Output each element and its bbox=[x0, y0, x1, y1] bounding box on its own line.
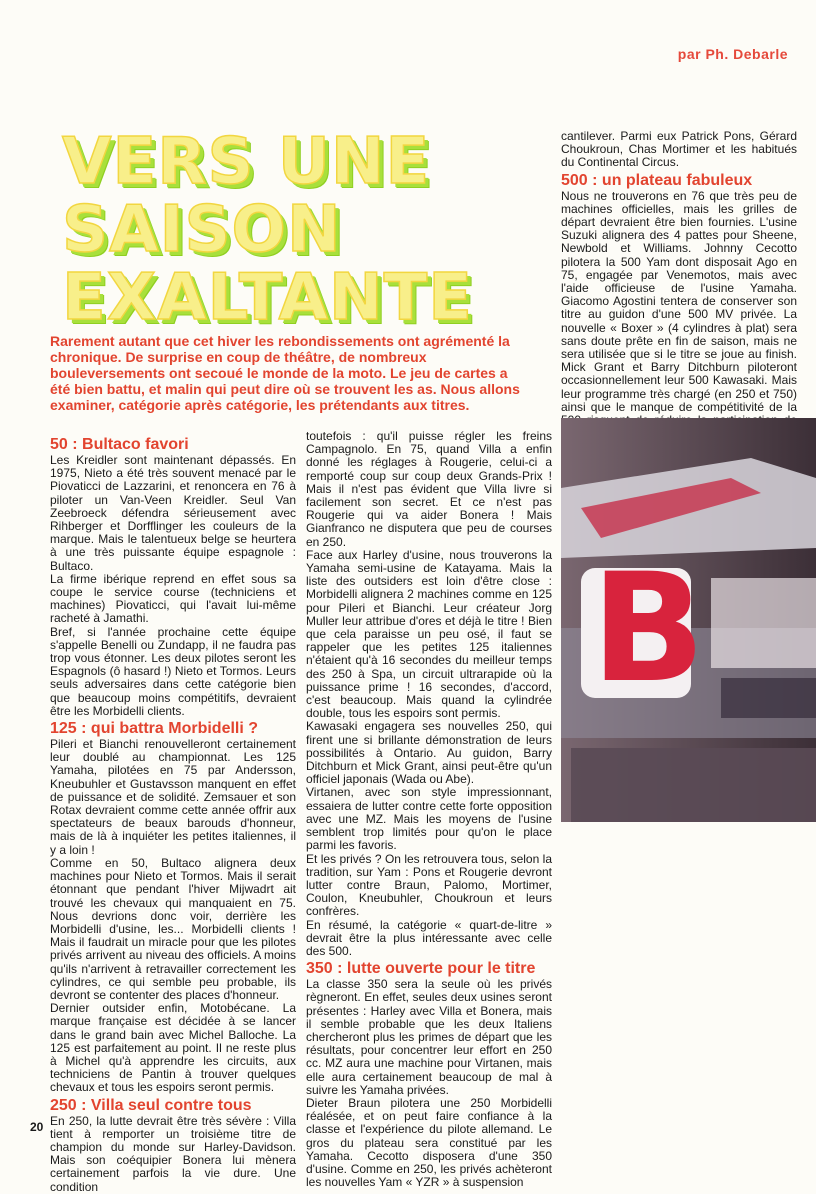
body-paragraph: cantilever. Parmi eux Patrick Pons, Gérard Choukroun, Chas Mortimer et les habitués du Continental Circus. bbox=[561, 129, 797, 170]
body-paragraph: Virtanen, avec son style impressionnant, essaiera de lutter contre cette forte opposition avec une MZ. Mais les moyens de l'usine semblent trop limités pour qu'on le place parmi les favoris. bbox=[306, 785, 552, 853]
section-heading: 350 : lutte ouverte pour le titre bbox=[306, 960, 536, 978]
body-paragraph: La classe 350 sera la seule où les privés règneront. En effet, seules deux usines seront présentes : Harley avec Villa et Bonera, mais il semble probable que les deux Italiens chercheront plus les primes de départ que les résultats, pour concentrer leur effort en 250 cc. MZ aura une machine pour Virtanen, mais elle aura certainement beaucoup de mal à suivre les Yamaha privées. bbox=[306, 977, 552, 1097]
page-title: VERS UNE SAISON EXALTANTE bbox=[62, 125, 473, 335]
section-heading: 50 : Bultaco favori bbox=[50, 436, 189, 453]
byline: par Ph. Debarle bbox=[677, 46, 788, 62]
body-paragraph: Kawasaki engagera ses nouvelles 250, qui firent une si brillante démonstration de leurs possibilités à Ontario. Au guidon, Barry Ditchburn et Mick Grant, ainsi peut-être qu'un officiel japonais (Wada ou Abe). bbox=[306, 719, 552, 787]
photo-illustration bbox=[561, 418, 816, 822]
body-paragraph: Dernier outsider enfin, Motobécane. La marque française est décidée à se lancer dans le grand bain avec Michel Balloche. La 125 est parfaitement au point. Il ne reste plus à Michel qu'à apprendre les circuits, aux techniciens de Pantin à trouver quelques chevaux et tous les espoirs seront permis. bbox=[50, 1001, 296, 1095]
body-paragraph: Nous ne trouverons en 76 que très peu de machines officielles, mais les grilles de départ devraient être bien fournies. L'usine Suzuki alignera des 4 pattes pour Sheene, Newbold et Williams. Johnny Cecotto pilotera la 500 Yam dont disposait Ago en 75, engagée par Venemotos, mais avec l'aide officieuse de l'usine Yamaha. Giacomo Agostini tentera de conserver son titre au guidon d'une 500 MV privée. La nouvelle « Boxer » (4 cylindres à plat) sera sans doute prête en fin de saison, mais ne sera utilisée que si le titre se joue au finish. Mick Grant et Barry Ditchburn piloteront occasionnellement leur 500 Kawasaki. Mais leur programme très chargé (en 250 et 750) ainsi que le manque de compétitivité de la bbox=[561, 188, 797, 414]
body-paragraph: La firme ibérique reprend en effet sous sa coupe le service course (techniciens et machines) Piovaticci, qui l'avait lui-même racheté à Jamathi. bbox=[50, 571, 296, 626]
body-paragraph: Dieter Braun pilotera une 250 Morbidelli réalésée, et on peut faire confiance à la classe et l'expérience du pilote allemand. Le gros du plateau sera constitué par les Yamaha. Cecotto disposera d'une 350 d'usine. Comme en 250, les privés achèteront les nouvelles Yam « YZR » à suspension bbox=[306, 1095, 552, 1190]
body-paragraph: toutefois : qu'il puisse régler les freins Campagnolo. En 75, quand Villa a enfin donné les réglages à Rougerie, celui-ci a remporté coup sur coup deux Grands-Prix ! Mais il n'est pas évident que Villa livre si facilement son secret. Et ce n'est pas Rougerie qui va aider Bonera ! Mais Gianfranco ne disputera que peu de courses en 250. bbox=[306, 429, 552, 549]
photo-letter: B bbox=[591, 542, 706, 716]
intro-paragraph: Rarement autant que cet hiver les rebondissements ont agrémenté la chronique. De surprise en coup de théâtre, de nombreux bouleversements ont secoué le monde de la moto. Le jeu de cartes a été bien battu, et malin qui peut dire où se trouvent les as. Nous allons examiner, catégorie après catégorie, les prétendants aux titres. bbox=[50, 333, 520, 413]
body-paragraph: Comme en 50, Bultaco alignera deux machines pour Nieto et Tormos. Mais il serait étonnant que pendant l'hiver Mijwadrt ait trouvé les chevaux qui manquaient en 75. Nous devrions donc voir, derrière les Morbidelli d'usine, les... Morbidelli clients ! Mais il faudrait un miracle pour que les pilotes privés arrivent au niveau des officiels. A moins qu'ils n'arrivent à retravailler correctement les cylindres, ce qui semble peu probable, ils devront se contenter des places d'honneur. bbox=[50, 855, 296, 1002]
section-heading: 250 : Villa seul contre tous bbox=[50, 1096, 252, 1114]
section-heading: 125 : qui battra Morbidelli ? bbox=[50, 720, 259, 738]
body-paragraph: Face aux Harley d'usine, nous trouverons la Yamaha semi-usine de Katayama. Mais la liste des outsiders est loin d'être close : Morbidelli alignera 2 machines comme en 125 pour Pileri et Bianchi. Leur créateur Jorg Muller leur attribue d'ores et déjà le titre ! Bien que cela paraisse un peu osé, il faut se rappeler que les petites 125 italiennes n'étaient qu'à 16 secondes du meilleur temps des 250 à Spa, un circuit ultrarapide où la puissance prime ! 16 secondes, d'accord, c'est beaucoup. Mais quand la cylindrée double, tous les espoirs sont permis. bbox=[306, 547, 552, 721]
body-paragraph: Pileri et Bianchi renouvelleront certainement leur doublé au championnat. Les 125 Yamaha, pilotées en 75 par Andersson, Kneubuhler et Gustavsson manquent en effet de puissance et de solidité. Zemsauer et son Rotax devraient comme cette année offrir aux spectateurs de beaux barouds d'honneur, mais de là à inquiéter les petites italiennes, il y a loin ! bbox=[50, 737, 296, 857]
body-paragraph: Bref, si l'année prochaine cette équipe s'appelle Benelli ou Zundapp, il ne faudra pas trop vous étonner. Les deux pilotes seront les Espagnols (ô hasard !) Nieto et Tormos. Leurs seuls adversaires dans cette catégorie bien que beaucoup moins compétitifs, devraient être les Morbidelli clients. bbox=[50, 624, 296, 718]
body-paragraph: En 250, la lutte devrait être très sévère : Villa tient à remporter un troisième titre de champion du monde sur Harley-Davidson. Mais son coéquipier Bonera lui mènera certainement parfois la vie dure. Une condition bbox=[50, 1113, 296, 1194]
column-3 bbox=[561, 130, 797, 440]
body-paragraph: En résumé, la catégorie « quart-de-litre » devrait être la plus intéressante avec celle des 500. bbox=[306, 917, 552, 958]
body-paragraph: Et les privés ? On les retrouvera tous, selon la tradition, sur Yam : Pons et Rougerie devront lutter contre Braun, Palomo, Mortimer, Coulon, Kneubuhler, Choukroun et leurs confrères. bbox=[306, 851, 552, 919]
page-number: 20 bbox=[30, 1120, 44, 1134]
body-paragraph: Les Kreidler sont maintenant dépassés. En 1975, Nieto a été très souvent menacé par le Piovaticci de Lazzarini, et renoncera en 76 à piloter un Van-Veen Kreidler. Seul Van Zeebroeck défendra sérieusement avec Rihberger et Dorfflinger les couleurs de la marque. Mais le talentueux belge se heurtera à une très puissante équipe espagnole : Bultaco. bbox=[50, 453, 296, 573]
column-1 bbox=[50, 434, 296, 1194]
section-heading: 500 : un plateau fabuleux bbox=[561, 171, 753, 189]
column-2 bbox=[306, 430, 552, 1189]
motorcycle-race-photo bbox=[561, 418, 816, 822]
